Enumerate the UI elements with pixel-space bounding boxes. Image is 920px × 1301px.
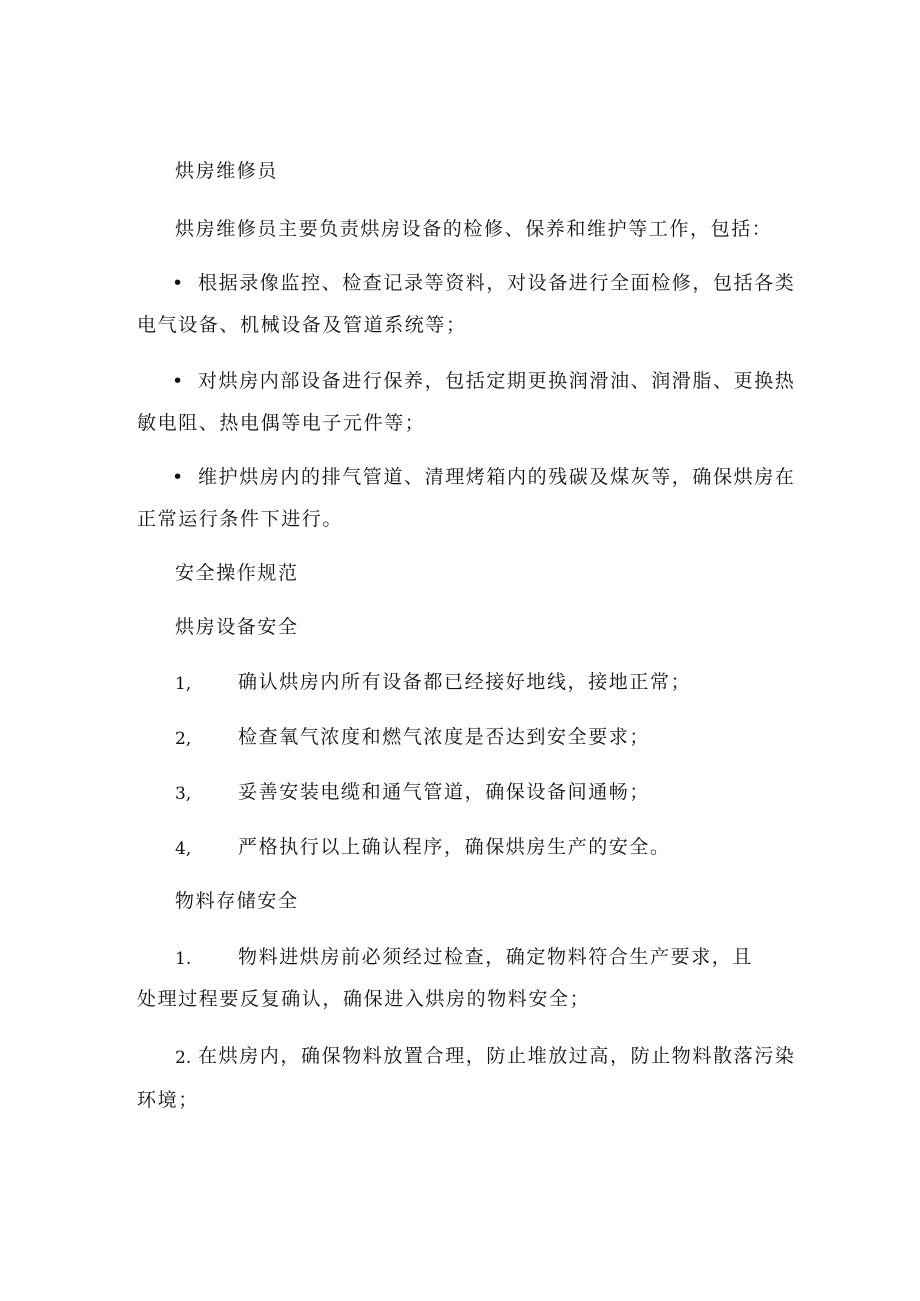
bullet-mark: •: [172, 370, 185, 392]
bullet-3-line1: 维护烘房内的排气管道、清理烤箱内的残碳及煤灰等，确保烘房在: [198, 466, 796, 488]
heading-equipment: 烘房设备安全: [175, 616, 299, 638]
equipment-item-text: 检查氧气浓度和燃气浓度是否达到安全要求；: [238, 726, 651, 748]
bullet-mark: •: [172, 272, 185, 294]
bullet-3-line2: 正常运行条件下进行。: [137, 508, 344, 530]
material-item-number: 1.: [175, 949, 192, 969]
bullet-1-line2: 电气设备、机械设备及管道系统等；: [137, 314, 467, 336]
equipment-item-number: 3,: [175, 784, 192, 804]
bullet-1-line1: 根据录像监控、检查记录等资料，对设备进行全面检修，包括各类: [198, 272, 796, 294]
heading-material: 物料存储安全: [175, 890, 299, 912]
equipment-item-number: 2,: [175, 729, 192, 749]
equipment-item-text: 妥善安装电缆和通气管道，确保设备间通畅；: [238, 781, 651, 803]
equipment-item-number: 1,: [175, 674, 192, 694]
equipment-item-text: 严格执行以上确认程序，确保烘房生产的安全。: [238, 836, 671, 858]
bullet-2-line2: 敏电阻、热电偶等电子元件等；: [137, 412, 426, 434]
bullet-mark: •: [172, 466, 185, 488]
equipment-item-text: 确认烘房内所有设备都已经接好地线，接地正常；: [238, 671, 692, 693]
material-item-line1: 在烘房内，确保物料放置合理，防止堆放过高，防止物料散落污染: [198, 1045, 796, 1067]
intro-paragraph: 烘房维修员主要负责烘房设备的检修、保养和维护等工作，包括：: [175, 218, 773, 240]
material-item-line2: 环境；: [137, 1089, 199, 1111]
heading-safety: 安全操作规范: [175, 562, 299, 584]
material-item-line2: 处理过程要反复确认，确保进入烘房的物料安全；: [137, 988, 591, 1010]
heading-maintenance: 烘房维修员: [175, 160, 279, 182]
bullet-2-line1: 对烘房内部设备进行保养，包括定期更换润滑油、润滑脂、更换热: [198, 370, 796, 392]
equipment-item-number: 4,: [175, 839, 192, 859]
material-item-line1: 物料进烘房前必须经过检查，确定物料符合生产要求，且: [238, 946, 754, 968]
material-item-number: 2.: [175, 1048, 192, 1068]
